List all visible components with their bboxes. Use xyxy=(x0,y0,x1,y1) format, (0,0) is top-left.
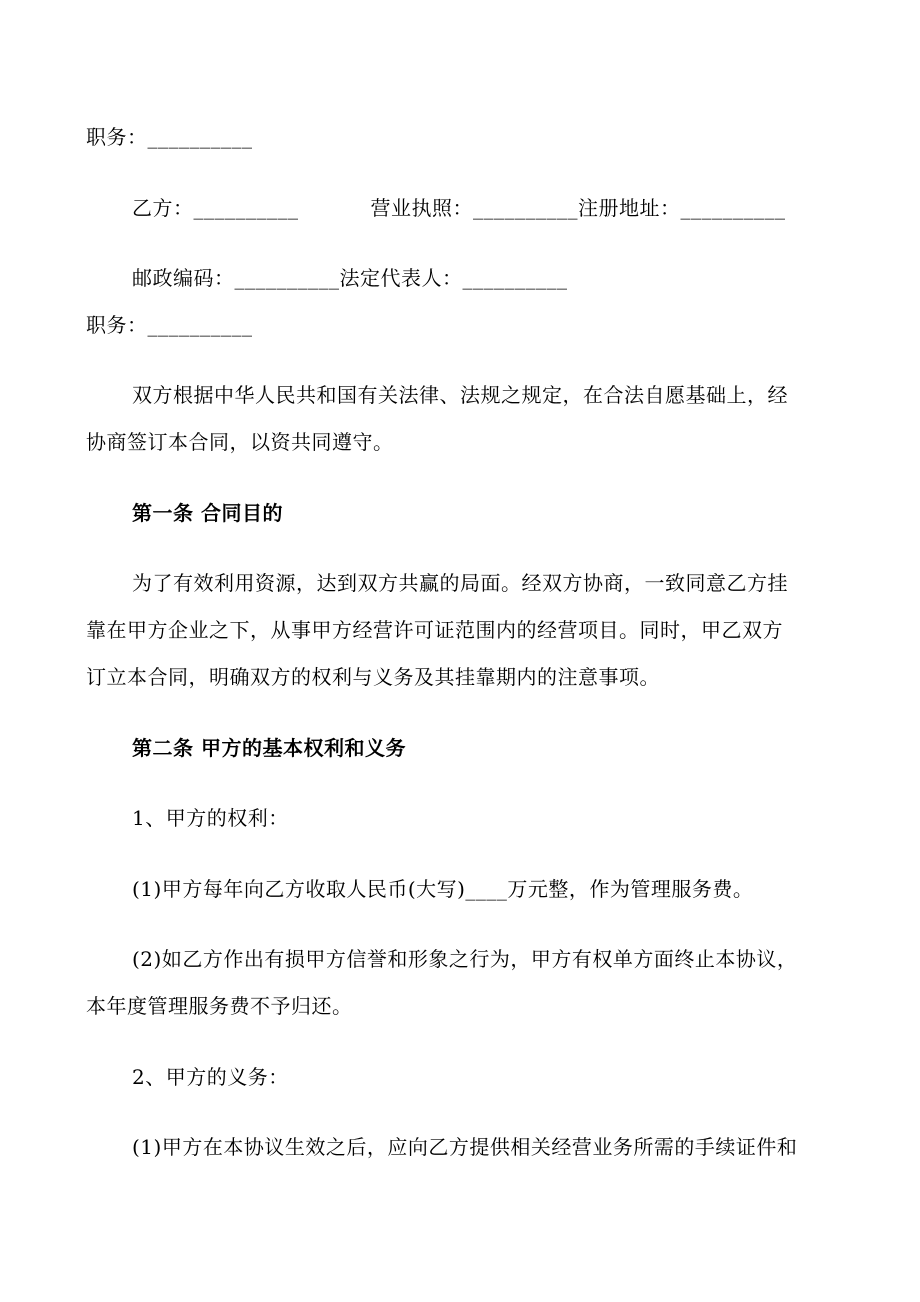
party-b-legal-rep-field: 法定代表人：__________ xyxy=(339,266,568,290)
preamble-line-2: 协商签订本合同，以资共同遵守。 xyxy=(86,430,394,454)
party-b-license-field: 营业执照：__________ xyxy=(370,196,578,220)
article-2-title: 第二条 甲方的基本权利和义务 xyxy=(132,736,406,760)
party-a-position: 职务：__________ xyxy=(86,125,253,149)
article-1-line-1: 为了有效利用资源，达到双方共赢的局面。经双方协商，一致同意乙方挂 xyxy=(132,571,788,595)
party-b-postcode-field: 邮政编码：__________ xyxy=(132,266,340,290)
article-1-line-3: 订立本合同，明确双方的权利与义务及其挂靠期内的注意事项。 xyxy=(86,665,660,689)
party-a-rights-heading: 1、甲方的权利： xyxy=(132,806,289,830)
party-a-duties-heading: 2、甲方的义务： xyxy=(132,1065,289,1089)
party-b-position: 职务：__________ xyxy=(86,313,253,337)
party-a-duty-1-line-1: (1)甲方在本协议生效之后，应向乙方提供相关经营业务所需的手续证件和 xyxy=(132,1135,798,1159)
party-a-right-2-line-2: 本年度管理服务费不予归还。 xyxy=(86,994,353,1018)
article-1-title: 第一条 合同目的 xyxy=(132,501,283,525)
party-b-address-field: 注册地址：__________ xyxy=(578,196,786,220)
party-b-contact-row xyxy=(132,266,568,290)
party-a-right-2-line-1: (2)如乙方作出有损甲方信誉和形象之行为，甲方有权单方面终止本协议， xyxy=(132,947,798,971)
party-a-right-1: (1)甲方每年向乙方收取人民币(大写)____万元整，作为管理服务费。 xyxy=(132,877,754,901)
article-1-line-2: 靠在甲方企业之下，从事甲方经营许可证范围内的经营项目。同时，甲乙双方 xyxy=(86,618,783,642)
party-b-name-field: 乙方：__________ xyxy=(132,196,299,220)
party-b-info-row xyxy=(132,196,786,220)
preamble-line-1: 双方根据中华人民共和国有关法律、法规之规定，在合法自愿基础上，经 xyxy=(132,383,788,407)
